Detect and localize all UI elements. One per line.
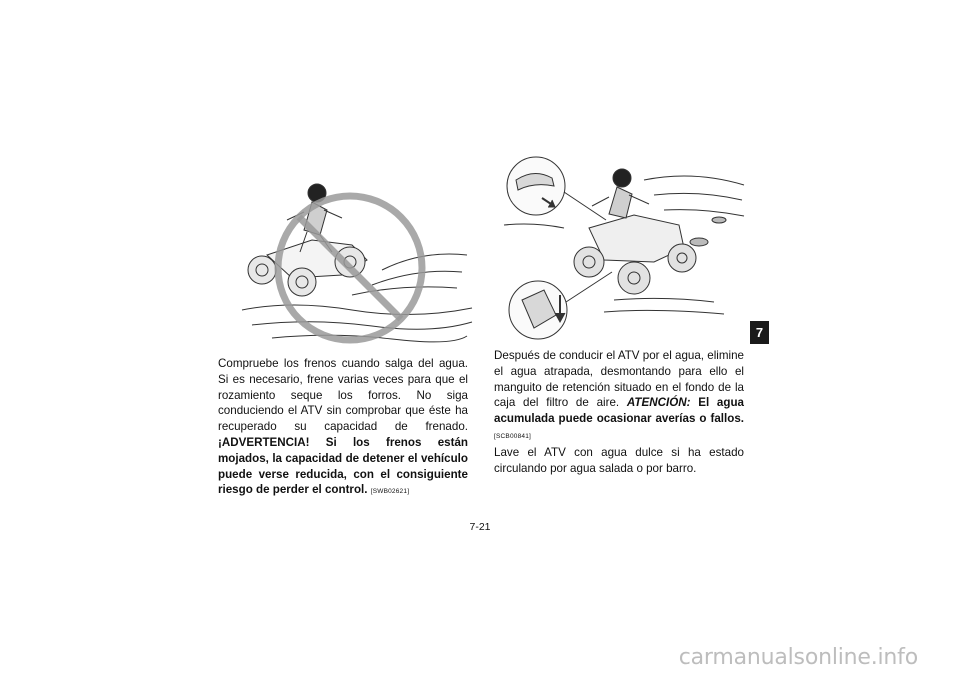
watermark: carmanualsonline.info: [678, 645, 918, 670]
right-column-text: [494, 348, 744, 476]
warning-text: ¡ADVERTENCIA! Si los frenos están mojados, la capacidad de detener el vehículo puede verse reducida, con el consiguiente riesgo de perder el control.: [218, 435, 468, 497]
attention-code: [SCB00841]: [494, 432, 532, 440]
drain-water-text: Después de conducir el ATV por el agua, elimine el agua atrapada, desmontando para ello el manguito de retención situado en el fondo de la caja del filtro de aire.: [494, 349, 744, 410]
page-number: 7-21: [469, 521, 491, 533]
brake-check-text: Compruebe los frenos cuando salga del agua. Si es necesario, frene varias veces para que el rozamiento seque los forros. No siga conduciendo el ATV sin comprobar que éste ha recuperado su capacidad de frenado.: [218, 357, 468, 434]
illustration-atv-brakes: [494, 150, 749, 350]
attention-label: ATENCIÓN:: [626, 396, 691, 410]
drain-water-paragraph: [494, 348, 744, 445]
chapter-tab: 7: [750, 321, 769, 344]
atv-brakes-drawing: [494, 150, 749, 350]
left-column-text: [218, 356, 468, 500]
attention-text: El agua acumulada puede ocasionar averías o fallos.: [494, 396, 744, 426]
wash-paragraph: Lave el ATV con agua dulce si ha estado circulando por agua salada o por barro.: [494, 445, 744, 475]
atv-prohibited-drawing: [232, 160, 482, 350]
illustration-atv-prohibited: [232, 160, 482, 350]
warning-code: [SWB02621]: [370, 488, 410, 496]
brake-check-paragraph: [218, 356, 468, 500]
